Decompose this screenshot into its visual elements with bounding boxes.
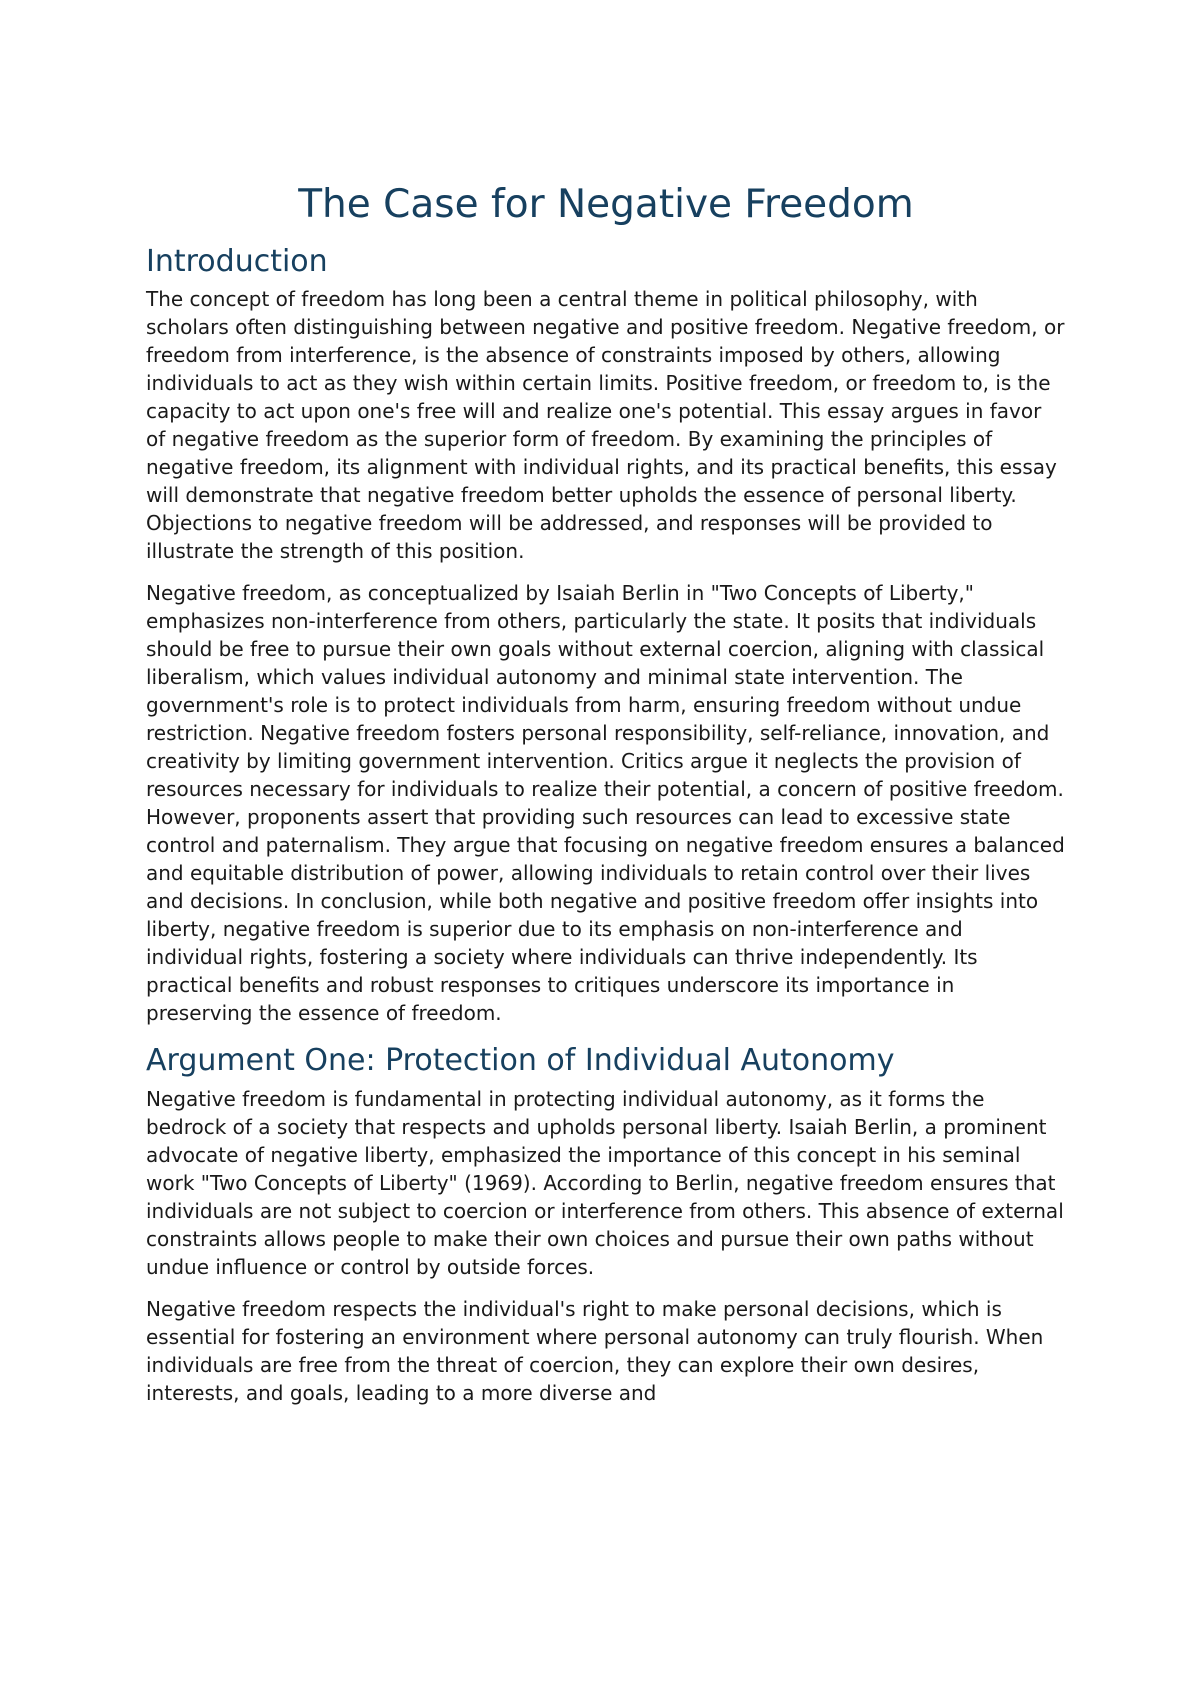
paragraph: Negative freedom is fundamental in protecting individual autonomy, as it forms the bedrock of a society that respects and upholds personal liberty. Isaiah Berlin, a prominent advocate of negative liberty, emphasized the importance of this concept in his seminal work "Two Concepts of Liberty" (1969). According to Berlin, negative freedom ensures that individuals are not subject to coercion or interference from others. This absence of external constraints allows people to make their own choices and pursue their own paths without undue influence or control by outside forces. bbox=[146, 1087, 1064, 1279]
document-body bbox=[146, 178, 1066, 1421]
paragraph: The concept of freedom has long been a central theme in political philosophy, with scholars often distinguishing between negative and positive freedom. Negative freedom, or freedom from interference, is the absence of constraints imposed by others, allowing individuals to act as they wish within certain limits. Positive freedom, or freedom to, is the capacity to act upon one's free will and realize one's potential. This essay argues in favor of negative freedom as the superior form of freedom. By examining the principles of negative freedom, its alignment with individual rights, and its practical benefits, this essay will demonstrate that negative freedom better upholds the essence of personal liberty. Objections to negative freedom will be addressed, and responses will be provided to illustrate the strength of this position. bbox=[146, 287, 1065, 563]
section-heading-argument-one: Argument One: Protection of Individual Autonomy bbox=[146, 1043, 895, 1078]
paragraph: Negative freedom respects the individual's right to make personal decisions, which is essential for fostering an environment where personal autonomy can truly flourish. When individuals are free from the threat of coercion, they can explore their own desires, interests, and goals, leading to a more diverse and bbox=[146, 1297, 1044, 1405]
document-title: The Case for Negative Freedom bbox=[298, 182, 914, 227]
paragraph: Negative freedom, as conceptualized by Isaiah Berlin in "Two Concepts of Liberty," emphasizes non-interference from others, particularly the state. It posits that individuals should be free to pursue their own goals without external coercion, aligning with classical liberalism, which values individual autonomy and minimal state intervention. The government's role is to protect individuals from harm, ensuring freedom without undue restriction. Negative freedom fosters personal responsibility, self-reliance, innovation, and creativity by limiting government intervention. Critics argue it neglects the provision of resources necessary for individuals to realize their potential, a concern of positive freedom. However, proponents assert that providing such resources can lead to excessive state control and paternalism. They argue that focusing on negative freedom ensures a balanced and equitable distribution of power, allowing individuals to retain control over their lives and decisions. In conclusion, while both negative and positive freedom offer insights into liberty, negative freedom is superior due to its emphasis on non-interference and individual rights, fostering a society where individuals can thrive independently. Its practical benefits and robust responses to critiques underscore its importance in preserving the essence of freedom. bbox=[146, 581, 1065, 1025]
section-heading-introduction: Introduction bbox=[146, 244, 328, 279]
